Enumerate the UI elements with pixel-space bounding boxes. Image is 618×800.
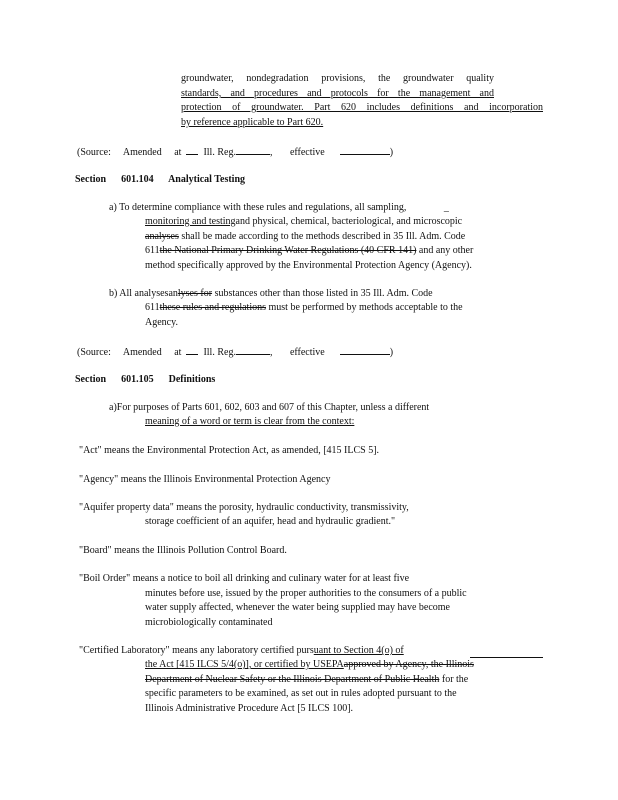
section-label: Section xyxy=(75,174,107,185)
deleted-text: lyses for xyxy=(177,288,213,299)
text-run: 611 xyxy=(145,302,160,313)
source-note-2 xyxy=(77,345,393,359)
intro-line-1: groundwater, nondegradation provisions, the groundwater quality xyxy=(181,73,494,84)
section-title: Definitions xyxy=(168,374,216,385)
text-run: a) To determine compliance with these rules and regulations, all sampling, xyxy=(109,202,407,213)
source-comma: , xyxy=(269,347,273,358)
source-open: (Source: xyxy=(77,347,111,358)
subsection-a-line-3 xyxy=(145,231,465,243)
volume-blank xyxy=(186,145,198,155)
text-run: b) All analyses xyxy=(109,288,169,299)
definition-aquifer-line-1: "Aquifer property data" means the porosity, hydraulic conductivity, transmissivity, xyxy=(79,502,409,513)
text-run: must be performed by methods acceptable to the xyxy=(266,302,463,313)
subsection-b-line-1 xyxy=(109,288,433,300)
text-run: substances other than those listed in 35 Ill. Adm. Code xyxy=(214,288,433,299)
text-run: an xyxy=(168,288,178,299)
text-run: shall be made according to the methods described in 35 Ill. Adm. Code xyxy=(178,231,466,242)
source-close: ) xyxy=(389,147,394,158)
intro-line-4: by reference applicable to Part 620. xyxy=(181,117,324,128)
blank-mark: _ xyxy=(443,202,449,213)
source-at: at xyxy=(174,147,182,158)
definitions-intro-line-1: a)For purposes of Parts 601, 602, 603 and 607 of this Chapter, unless a different xyxy=(109,402,430,413)
definition-certified-lab-line-1 xyxy=(79,645,404,657)
definition-boil-order-line-4: microbiologically contaminated xyxy=(145,617,273,628)
subsection-b-line-3: Agency. xyxy=(145,317,178,328)
deleted-text: Department of Nuclear Safety or the Illinois Department of Public Health xyxy=(145,674,440,685)
source-note-1 xyxy=(77,145,393,159)
definition-certified-lab-line-4: specific parameters to be examined, as set out in rules adopted pursuant to the xyxy=(145,688,457,699)
section-number: 601.105 xyxy=(121,374,154,385)
source-effective: effective xyxy=(289,347,325,358)
definition-boil-order-line-3: water supply affected, whenever the water being supplied may have become xyxy=(145,602,450,613)
subsection-a-line-5: method specifically approved by the Environmental Protection Agency (Agency). xyxy=(145,260,472,271)
deleted-text: approved by Agency, the Illinois xyxy=(343,659,474,670)
section-heading-601-105 xyxy=(75,374,215,386)
definition-boil-order-line-1: "Boil Order" means a notice to boil all drinking and culinary water for at least five xyxy=(79,573,410,584)
definition-boil-order-line-2: minutes before use, issued by the proper authorities to the consumers of a public xyxy=(145,588,467,599)
source-amended: Amended xyxy=(122,147,162,158)
definition-agency: "Agency" means the Illinois Environmental Protection Agency xyxy=(79,474,331,485)
volume-blank xyxy=(186,345,198,355)
source-open: (Source: xyxy=(77,147,111,158)
subsection-a-line-1 xyxy=(109,202,449,214)
intro-line-3: protection of groundwater. Part 620 includes definitions and incorporation xyxy=(181,102,543,113)
text-run: 611 xyxy=(145,245,160,256)
definition-certified-lab-line-2 xyxy=(145,659,474,671)
subsection-a-line-2 xyxy=(145,216,462,228)
source-ill-reg: Ill. Reg. xyxy=(203,347,236,358)
deleted-text: the National Primary Drinking Water Regulations (40 CFR 141) xyxy=(159,245,417,256)
subsection-b-line-2 xyxy=(145,302,463,314)
inserted-text: uant to Section 4(o) of xyxy=(313,645,404,656)
date-blank xyxy=(340,145,390,155)
text-run: for the xyxy=(439,674,469,685)
definition-certified-lab-line-3 xyxy=(145,674,468,686)
source-ill-reg: Ill. Reg. xyxy=(203,147,236,158)
definition-aquifer-line-2: storage coefficient of an aquifer, head and hydraulic gradient." xyxy=(145,516,396,527)
inserted-text: the Act [415 ILCS 5/4(o)], or certified by USEPA xyxy=(145,659,344,670)
text-run: and any other xyxy=(416,245,474,256)
definition-board: "Board" means the Illinois Pollution Control Board. xyxy=(79,545,287,556)
page-blank xyxy=(236,145,270,155)
source-close: ) xyxy=(389,347,394,358)
intro-line-2: standards, and procedures and protocols for the management and xyxy=(181,88,494,99)
deleted-text: these rules and regulations xyxy=(159,302,266,313)
text-run: "Certified Laboratory" means any laboratory certified purs xyxy=(79,645,314,656)
source-effective: effective xyxy=(289,147,325,158)
page-blank xyxy=(236,345,270,355)
text-run: and physical, chemical, bacteriological, and microscopic xyxy=(235,216,463,227)
section-heading-601-104 xyxy=(75,174,245,186)
deleted-text: analyses xyxy=(145,231,179,242)
insert-underline-rule xyxy=(470,657,543,658)
source-at: at xyxy=(174,347,182,358)
date-blank xyxy=(340,345,390,355)
inserted-text: monitoring and testing xyxy=(145,216,236,227)
source-comma: , xyxy=(269,147,273,158)
section-label: Section xyxy=(75,374,107,385)
subsection-a-line-4 xyxy=(145,245,473,257)
section-title: Analytical Testing xyxy=(168,174,246,185)
definition-act: "Act" means the Environmental Protection Act, as amended, [415 ILCS 5]. xyxy=(79,445,380,456)
source-amended: Amended xyxy=(122,347,162,358)
definition-certified-lab-line-5: Illinois Administrative Procedure Act [5 ILCS 100]. xyxy=(145,703,354,714)
section-number: 601.104 xyxy=(121,174,154,185)
definitions-intro-line-2: meaning of a word or term is clear from the context: xyxy=(145,416,355,427)
